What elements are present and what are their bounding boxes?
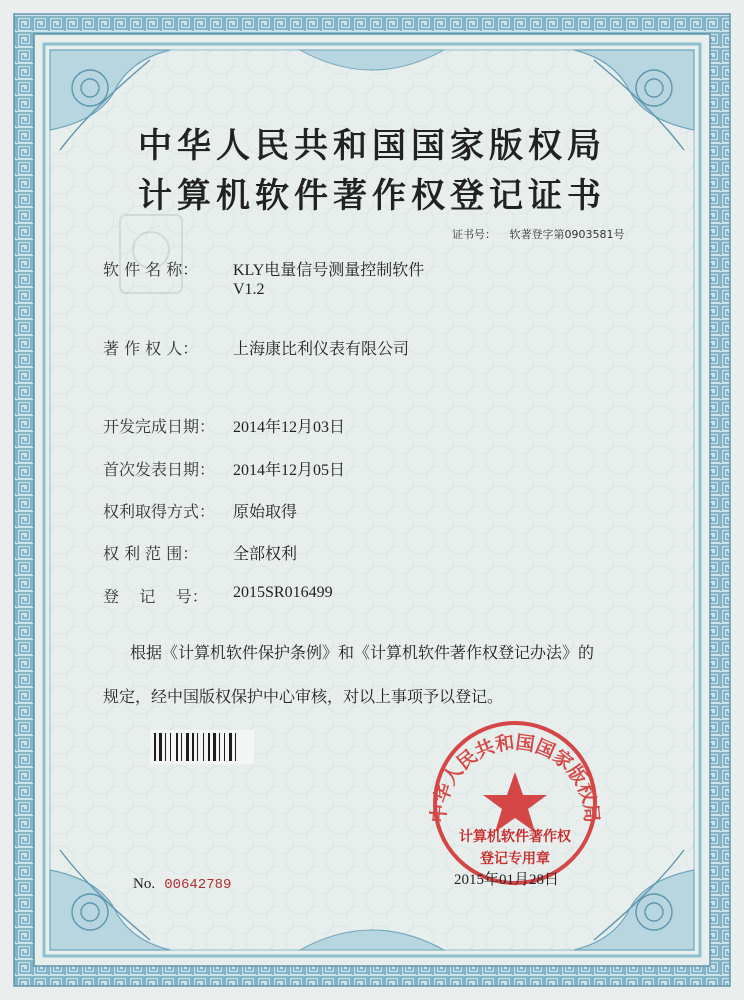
issuer-title: 中华人民共和国国家版权局: [138, 126, 606, 166]
serial-prefix: No.: [133, 876, 156, 892]
acquire-value: 原始取得: [233, 504, 298, 521]
reg-no-label: 登 记 号：: [103, 587, 208, 606]
acquire-label: 权利取得方式：: [103, 502, 216, 521]
owner-label: 著 作 权 人：: [103, 339, 199, 358]
barcode-bar: [219, 733, 220, 761]
barcode-bar: [235, 733, 236, 761]
pub-date-value: 2014年12月05日: [233, 462, 346, 479]
scope-value: 全部权利: [233, 546, 298, 563]
certificate-title: 计算机软件著作权登记证书: [138, 176, 606, 216]
barcode-bar: [165, 733, 166, 761]
serial-number: 00642789: [164, 877, 232, 893]
barcode-bar: [213, 733, 216, 761]
barcode-bar: [224, 733, 225, 761]
barcode: [150, 730, 254, 764]
cert-no-value: 软著登字第0903581号: [509, 228, 625, 241]
cert-no-label: 证书号：: [452, 228, 496, 241]
barcode-bar: [192, 733, 194, 761]
barcode-bar: [154, 733, 156, 761]
reg-no-value: 2015SR016499: [233, 584, 333, 601]
software-version: V1.2: [233, 281, 265, 298]
barcode-bar: [186, 733, 189, 761]
scope-label: 权 利 范 围：: [103, 544, 199, 563]
barcode-bar: [159, 733, 162, 761]
barcode-bar: [181, 733, 182, 761]
serial: [133, 873, 231, 893]
dev-date-value: 2014年12月03日: [233, 419, 346, 436]
software-name-label: 软 件 名 称：: [103, 260, 199, 279]
barcode-bar: [203, 733, 204, 761]
barcode-bar: [197, 733, 198, 761]
statement-line-1: 根据《计算机软件保护条例》和《计算机软件著作权登记办法》的: [130, 643, 595, 662]
barcode-bar: [170, 733, 171, 761]
issue-date: 2015年01月28日: [454, 872, 560, 888]
barcode-bar: [176, 733, 178, 761]
barcode-bar: [208, 733, 210, 761]
pub-date-label: 首次发表日期：: [103, 460, 216, 479]
seal-inner-line-1: 计算机软件著作权: [459, 829, 571, 845]
barcode-bar: [229, 733, 232, 761]
seal-inner-line-2: 登记专用章: [480, 851, 550, 867]
statement-line-2: 规定，经中国版权保护中心审核，对以上事项予以登记。: [103, 687, 504, 706]
software-name-value: KLY电量信号测量控制软件: [233, 262, 425, 279]
owner-value: 上海康比利仪表有限公司: [233, 341, 410, 358]
svg-text:中华人民共和国国家版权局: 中华人民共和国国家版权局: [427, 731, 603, 824]
cert-no: [452, 226, 625, 242]
dev-date-label: 开发完成日期：: [103, 417, 216, 436]
